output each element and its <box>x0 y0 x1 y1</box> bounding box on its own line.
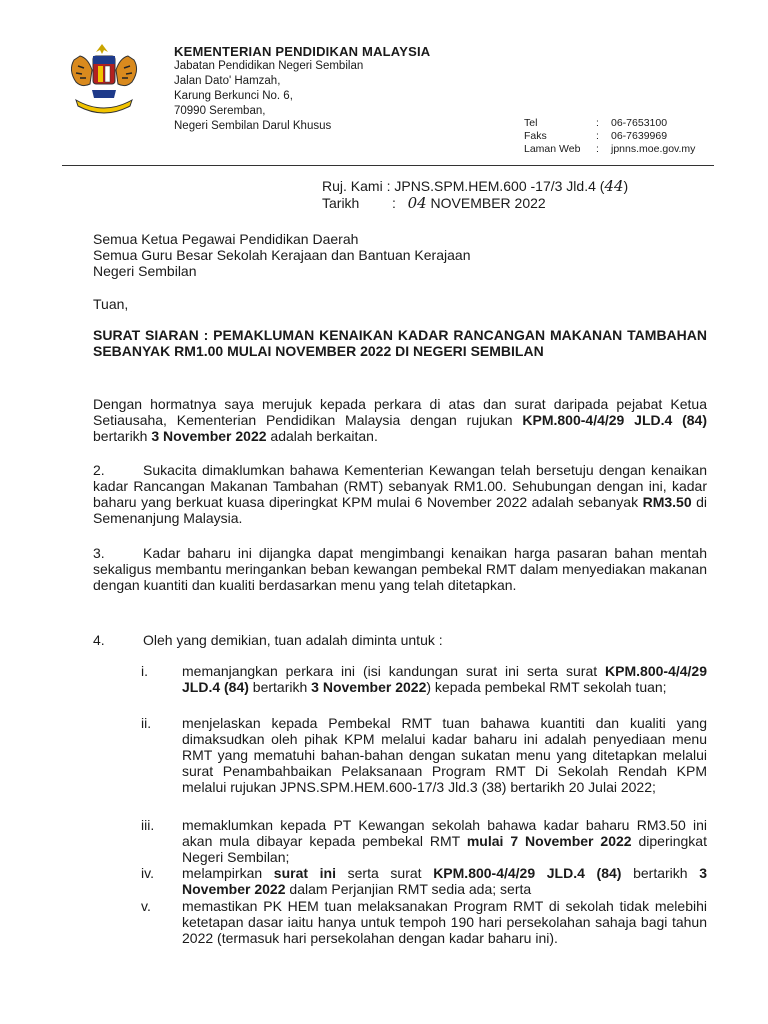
text-run-bold: 3 November 2022 <box>182 865 708 897</box>
ruj-value: : JPNS.SPM.HEM.600 -17/3 Jld.4 ( <box>386 178 605 194</box>
text-run: memanjangkan perkara ini (isi kandungan surat ini serta surat <box>182 663 606 679</box>
recipients <box>93 231 707 279</box>
text-run-bold: RM3.50 <box>642 494 692 510</box>
address-line: Karung Berkunci No. 6, <box>174 90 293 102</box>
contact-row-tel <box>524 117 695 130</box>
recipient-line: Semua Guru Besar Sekolah Kerajaan dan Bantuan Kerajaan <box>93 247 471 263</box>
contact-label: Laman Web <box>524 143 581 155</box>
contact-separator: : <box>596 143 599 155</box>
paragraph-4 <box>93 632 707 648</box>
tarikh-value: NOVEMBER 2022 <box>430 195 546 211</box>
ruj-handwritten-number: 44 <box>604 177 624 195</box>
text-run-bold: surat ini <box>273 865 336 881</box>
contact-label: Faks <box>524 130 547 142</box>
text-run: Dengan hormatnya saya merujuk kepada perkara di atas dan surat daripada pejabat Ketua Setiausaha, Kementerian Pendidikan Malaysia dengan rujukan <box>93 396 707 428</box>
paragraph-2 <box>93 462 707 526</box>
list-item-number: iv. <box>141 865 154 881</box>
text-run: Sukacita dimaklumkan bahawa Kementerian Kewangan telah bersetuju dengan kenaikan kadar Rancangan Makanan Tambahan (RMT) sebanyak RM1.00. Sehubungan dengan ini, kadar baharu yang berkuat kuasa diperingkat KPM mulai 6 November 2022 adalah sebanyak <box>93 462 707 510</box>
list-item-v <box>141 898 707 946</box>
reference-block <box>322 178 628 212</box>
contact-value: 06-7639969 <box>611 130 668 142</box>
paragraph-number: 4. <box>93 632 105 648</box>
list-item-number: ii. <box>141 715 152 731</box>
text-run: Kadar baharu ini dijangka dapat mengimbangi kenaikan harga pasaran bahan mentah sekaligus membantu meringankan beban kewangan pembekal RMT dalam menyediakan makanan dengan kuantiti dan kualiti berdasarkan menu yang telah ditetapkan. <box>93 545 707 593</box>
paragraph-number: 3. <box>93 545 105 561</box>
text-run: memaklumkan kepada PT Kewangan sekolah bahawa kadar baharu RM3.50 ini akan mula dibayar kepada pembekal RMT <box>182 817 707 849</box>
text-run-bold: KPM.800-4/4/29 JLD.4 (84) <box>522 412 707 428</box>
salutation: Tuan, <box>93 296 129 312</box>
text-run: ) kepada pembekal RMT sekolah tuan; <box>426 679 667 695</box>
contact-value: 06-7653100 <box>611 117 668 129</box>
text-run-bold: KPM.800-4/4/29 JLD.4 (84) <box>433 865 622 881</box>
tarikh-handwritten-day: 04 <box>407 194 427 212</box>
ruj-label: Ruj. Kami <box>322 178 383 194</box>
paragraph-1 <box>93 396 707 444</box>
text-run: dalam Perjanjian RMT sedia ada; serta <box>285 881 532 897</box>
ruj-close: ) <box>623 178 629 194</box>
contact-value: jpnns.moe.gov.my <box>611 143 696 155</box>
department-name: Jabatan Pendidikan Negeri Sembilan <box>174 60 364 72</box>
contact-separator: : <box>596 117 599 129</box>
text-run: Oleh yang demikian, tuan adalah diminta untuk : <box>143 632 443 648</box>
paragraph-number: 2. <box>93 462 105 478</box>
text-run: melampirkan <box>182 865 274 881</box>
contact-separator: : <box>596 130 599 142</box>
text-run-bold: 3 November 2022 <box>311 679 427 695</box>
coat-of-arms-icon <box>62 40 146 122</box>
letter-subject: SURAT SIARAN : PEMAKLUMAN KENAIKAN KADAR RANCANGAN MAKANAN TAMBAHAN SEBANYAK RM1.00 MULAI NOVEMBER 2022 DI NEGERI SEMBILAN <box>93 327 707 359</box>
tarikh-separator: : <box>392 195 396 211</box>
list-item-text: menjelaskan kepada Pembekal RMT tuan bahawa kuantiti dan kualiti yang dimaksudkan oleh pihak KPM melalui kadar baharu ini adalah penyediaan menu RMT yang mematuhi bahan-bahan dengan sukatan menu yang ditetapkan melalui surat Penambahbaikan Pelaksanaan Program RMT Di Sekolah Rendah KPM melalui rujukan JPNS.SPM.HEM.600-17/3 Jld.3 (38) bertarikh 20 Julai 2022; <box>182 715 707 795</box>
list-item-number: v. <box>141 898 151 914</box>
text-run: bertarikh <box>248 679 312 695</box>
contact-row-fax <box>524 130 695 143</box>
address-line: Negeri Sembilan Darul Khusus <box>174 120 332 132</box>
recipient-line: Semua Ketua Pegawai Pendidikan Daerah <box>93 231 359 247</box>
text-run: adalah berkaitan. <box>266 428 378 444</box>
list-item-text: memastikan PK HEM tuan melaksanakan Program RMT di sekolah tidak melebihi ketetapan dasar iaitu hanya untuk tempoh 190 hari persekolahan sahaja bagi tahun 2022 (termasuk hari persekolahan dengan kadar baharu ini). <box>182 898 707 946</box>
text-run-bold: mulai 7 November 2022 <box>466 833 632 849</box>
list-item-number: iii. <box>141 817 155 833</box>
contact-label: Tel <box>524 117 538 129</box>
letterhead-divider <box>62 165 714 166</box>
list-item-i <box>141 663 707 695</box>
text-run: bertarikh <box>621 865 700 881</box>
list-item-iii <box>141 817 707 865</box>
list-item-text <box>182 663 707 695</box>
paragraph-3 <box>93 545 707 593</box>
recipient-line: Negeri Sembilan <box>93 263 197 279</box>
list-item-ii <box>141 715 707 795</box>
list-item-text <box>182 865 707 897</box>
reference-row <box>322 178 628 195</box>
list-item-text <box>182 817 707 865</box>
text-run: bertarikh <box>93 428 152 444</box>
letterhead-address <box>174 59 363 134</box>
text-run-bold: KPM.800-4/4/29 JLD.4 (84) <box>182 663 707 695</box>
address-line: Jalan Dato' Hamzah, <box>174 75 281 87</box>
ministry-name: KEMENTERIAN PENDIDIKAN MALAYSIA <box>174 44 431 59</box>
text-run: di Semenanjung Malaysia. <box>93 494 707 526</box>
tarikh-label: Tarikh <box>322 195 360 211</box>
text-run: serta surat <box>336 865 434 881</box>
address-line: 70990 Seremban, <box>174 105 266 117</box>
text-run: diperingkat Negeri Sembilan; <box>182 833 707 865</box>
list-item-number: i. <box>141 663 148 679</box>
list-item-iv <box>141 865 707 897</box>
date-row <box>322 195 628 212</box>
contact-row-web <box>524 143 695 156</box>
contact-block <box>524 117 695 156</box>
text-run-bold: 3 November 2022 <box>151 428 267 444</box>
